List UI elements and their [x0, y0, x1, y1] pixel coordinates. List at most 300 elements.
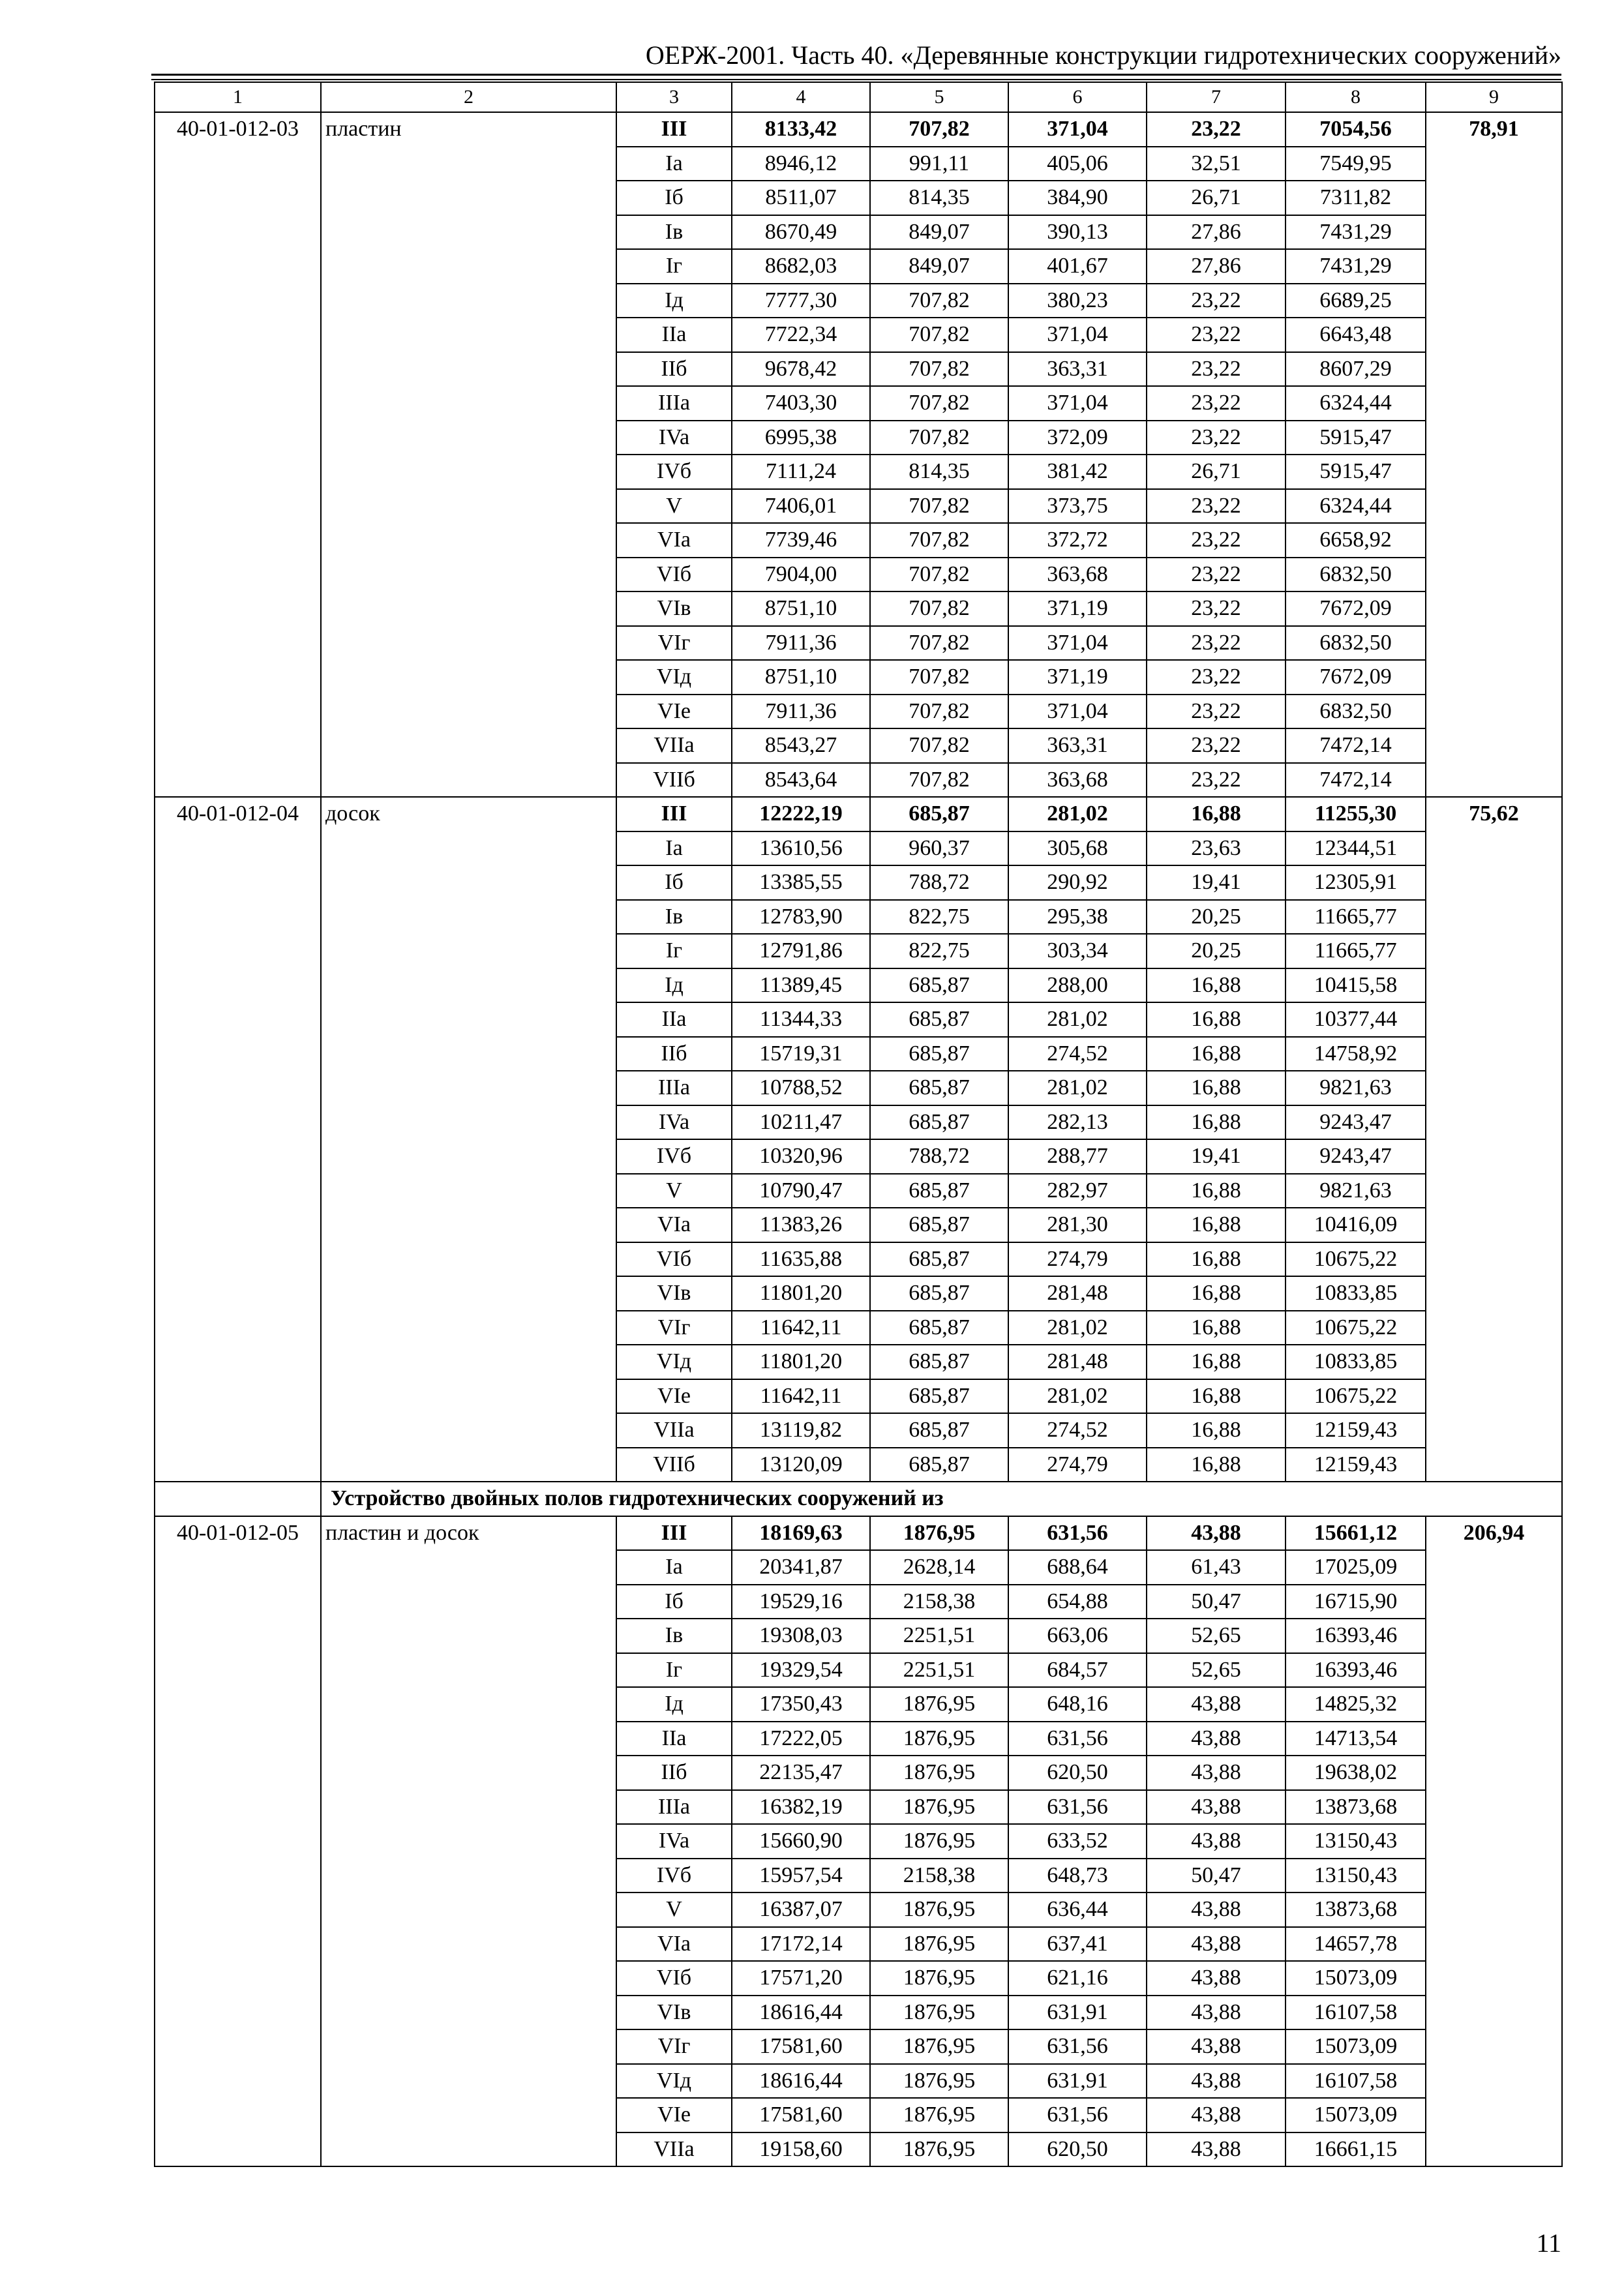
value-cell: 43,88 — [1147, 1927, 1286, 1962]
value-cell: 13873,68 — [1286, 1790, 1426, 1825]
value-cell: 16,88 — [1147, 1071, 1286, 1105]
value-cell: 8682,03 — [732, 249, 870, 284]
column-number: 2 — [321, 82, 616, 112]
zone-cell: VIa — [616, 1927, 732, 1962]
value-cell: 17222,05 — [732, 1722, 870, 1756]
value-cell: 707,82 — [870, 352, 1008, 387]
value-cell: 16382,19 — [732, 1790, 870, 1825]
value-cell: 16661,15 — [1286, 2132, 1426, 2167]
column-number: 4 — [732, 82, 870, 112]
zone-cell: Iб — [616, 181, 732, 215]
value-cell: 8751,10 — [732, 660, 870, 695]
value-cell: 7722,34 — [732, 318, 870, 352]
value-cell: 281,02 — [1008, 797, 1147, 831]
value-cell: 43,88 — [1147, 1996, 1286, 2030]
zone-cell: IIб — [616, 1756, 732, 1790]
value-cell: 288,00 — [1008, 968, 1147, 1003]
value-cell: 26,71 — [1147, 455, 1286, 489]
value-cell: 19329,54 — [732, 1653, 870, 1688]
zone-cell: Iб — [616, 1585, 732, 1619]
zone-cell: VIe — [616, 2098, 732, 2132]
zone-cell: VIIб — [616, 1448, 732, 1482]
zone-cell: IIб — [616, 1037, 732, 1071]
column-number-row — [155, 82, 1562, 112]
value-cell: 43,88 — [1147, 2098, 1286, 2132]
value-cell: 26,71 — [1147, 181, 1286, 215]
value-cell: 281,02 — [1008, 1311, 1147, 1345]
zone-cell: VIв — [616, 1276, 732, 1311]
value-cell: 7904,00 — [732, 558, 870, 592]
value-cell: 1876,95 — [870, 1516, 1008, 1551]
value-cell: 1876,95 — [870, 1961, 1008, 1996]
value-cell: 12305,91 — [1286, 865, 1426, 900]
value-cell: 11383,26 — [732, 1208, 870, 1242]
value-cell: 281,30 — [1008, 1208, 1147, 1242]
value-cell: 15661,12 — [1286, 1516, 1426, 1551]
value-cell: 13150,43 — [1286, 1824, 1426, 1859]
value-cell: 8543,64 — [732, 763, 870, 798]
value-cell: 636,44 — [1008, 1893, 1147, 1927]
total-cell: 206,94 — [1426, 1516, 1562, 2167]
zone-cell: IVa — [616, 421, 732, 455]
value-cell: 52,65 — [1147, 1653, 1286, 1688]
section-title: Устройство двойных полов гидротехнических сооружений из — [321, 1482, 1562, 1516]
value-cell: 6995,38 — [732, 421, 870, 455]
value-cell: 1876,95 — [870, 2098, 1008, 2132]
column-number: 1 — [155, 82, 321, 112]
value-cell: 10675,22 — [1286, 1311, 1426, 1345]
value-cell: 5915,47 — [1286, 455, 1426, 489]
value-cell: 685,87 — [870, 1413, 1008, 1448]
value-cell: 12222,19 — [732, 797, 870, 831]
value-cell: 631,91 — [1008, 1996, 1147, 2030]
zone-cell: IIIa — [616, 1071, 732, 1105]
value-cell: 654,88 — [1008, 1585, 1147, 1619]
value-cell: 16,88 — [1147, 1002, 1286, 1037]
value-cell: 17172,14 — [732, 1927, 870, 1962]
name-cell: пластин и досок — [321, 1516, 616, 2167]
value-cell: 1876,95 — [870, 1893, 1008, 1927]
zone-cell: VIe — [616, 695, 732, 729]
zone-cell: III — [616, 112, 732, 147]
value-cell: 52,65 — [1147, 1619, 1286, 1653]
value-cell: 631,56 — [1008, 1722, 1147, 1756]
value-cell: 788,72 — [870, 1139, 1008, 1174]
value-cell: 363,68 — [1008, 558, 1147, 592]
value-cell: 8511,07 — [732, 181, 870, 215]
value-cell: 7549,95 — [1286, 147, 1426, 181]
name-cell: досок — [321, 797, 616, 1482]
value-cell: 707,82 — [870, 728, 1008, 763]
value-cell: 6832,50 — [1286, 695, 1426, 729]
value-cell: 23,22 — [1147, 626, 1286, 661]
value-cell: 295,38 — [1008, 900, 1147, 935]
value-cell: 7672,09 — [1286, 660, 1426, 695]
value-cell: 1876,95 — [870, 1790, 1008, 1825]
value-cell: 637,41 — [1008, 1927, 1147, 1962]
value-cell: 648,16 — [1008, 1687, 1147, 1722]
value-cell: 2158,38 — [870, 1859, 1008, 1893]
value-cell: 381,42 — [1008, 455, 1147, 489]
value-cell: 10788,52 — [732, 1071, 870, 1105]
value-cell: 16,88 — [1147, 1208, 1286, 1242]
value-cell: 8607,29 — [1286, 352, 1426, 387]
value-cell: 22135,47 — [732, 1756, 870, 1790]
value-cell: 281,48 — [1008, 1345, 1147, 1379]
zone-cell: VIг — [616, 2029, 732, 2064]
value-cell: 32,51 — [1147, 147, 1286, 181]
zone-cell: Iв — [616, 215, 732, 250]
zone-cell: V — [616, 489, 732, 524]
value-cell: 401,67 — [1008, 249, 1147, 284]
value-cell: 16,88 — [1147, 797, 1286, 831]
zone-cell: IVб — [616, 1139, 732, 1174]
value-cell: 685,87 — [870, 1276, 1008, 1311]
name-cell: пластин — [321, 112, 616, 797]
value-cell: 281,02 — [1008, 1379, 1147, 1414]
value-cell: 6689,25 — [1286, 284, 1426, 318]
value-cell: 43,88 — [1147, 2132, 1286, 2167]
value-cell: 390,13 — [1008, 215, 1147, 250]
value-cell: 12783,90 — [732, 900, 870, 935]
value-cell: 11642,11 — [732, 1379, 870, 1414]
value-cell: 685,87 — [870, 1208, 1008, 1242]
value-cell: 19529,16 — [732, 1585, 870, 1619]
value-cell: 1876,95 — [870, 2064, 1008, 2099]
code-cell: 40-01-012-05 — [155, 1516, 321, 2167]
value-cell: 23,22 — [1147, 352, 1286, 387]
value-cell: 43,88 — [1147, 1756, 1286, 1790]
zone-cell: IIIa — [616, 386, 732, 421]
zone-cell: Iд — [616, 968, 732, 1003]
value-cell: 9821,63 — [1286, 1071, 1426, 1105]
value-cell: 16387,07 — [732, 1893, 870, 1927]
value-cell: 11255,30 — [1286, 797, 1426, 831]
column-number: 3 — [616, 82, 732, 112]
value-cell: 11665,77 — [1286, 934, 1426, 968]
value-cell: 631,56 — [1008, 1790, 1147, 1825]
value-cell: 10675,22 — [1286, 1379, 1426, 1414]
total-cell: 78,91 — [1426, 112, 1562, 797]
value-cell: 707,82 — [870, 523, 1008, 558]
value-cell: 16,88 — [1147, 1379, 1286, 1414]
value-cell: 707,82 — [870, 591, 1008, 626]
column-number: 8 — [1286, 82, 1426, 112]
value-cell: 10415,58 — [1286, 968, 1426, 1003]
value-cell: 10675,22 — [1286, 1242, 1426, 1277]
value-cell: 685,87 — [870, 1002, 1008, 1037]
value-cell: 12791,86 — [732, 934, 870, 968]
value-cell: 631,56 — [1008, 1516, 1147, 1551]
column-number: 5 — [870, 82, 1008, 112]
value-cell: 10790,47 — [732, 1174, 870, 1208]
value-cell: 684,57 — [1008, 1653, 1147, 1688]
value-cell: 303,34 — [1008, 934, 1147, 968]
total-cell: 75,62 — [1426, 797, 1562, 1482]
value-cell: 17571,20 — [732, 1961, 870, 1996]
zone-cell: Iг — [616, 934, 732, 968]
value-cell: 17581,60 — [732, 2098, 870, 2132]
value-cell: 1876,95 — [870, 2132, 1008, 2167]
value-cell: 363,31 — [1008, 352, 1147, 387]
value-cell: 16,88 — [1147, 1037, 1286, 1071]
zone-cell: VIIa — [616, 728, 732, 763]
zone-cell: VIIa — [616, 2132, 732, 2167]
zone-cell: IIa — [616, 318, 732, 352]
value-cell: 631,91 — [1008, 2064, 1147, 2099]
value-cell: 16,88 — [1147, 1174, 1286, 1208]
zone-cell: IVa — [616, 1105, 732, 1140]
value-cell: 16,88 — [1147, 1276, 1286, 1311]
value-cell: 707,82 — [870, 284, 1008, 318]
value-cell: 8670,49 — [732, 215, 870, 250]
value-cell: 16,88 — [1147, 1413, 1286, 1448]
value-cell: 7472,14 — [1286, 763, 1426, 798]
section-row — [155, 1482, 1562, 1516]
zone-cell: VIe — [616, 1379, 732, 1414]
value-cell: 13873,68 — [1286, 1893, 1426, 1927]
zone-cell: Iг — [616, 249, 732, 284]
value-cell: 371,04 — [1008, 386, 1147, 421]
value-cell: 15073,09 — [1286, 1961, 1426, 1996]
value-cell: 19308,03 — [732, 1619, 870, 1653]
zone-cell: VIIб — [616, 763, 732, 798]
value-cell: 43,88 — [1147, 1516, 1286, 1551]
value-cell: 43,88 — [1147, 2064, 1286, 2099]
value-cell: 43,88 — [1147, 1722, 1286, 1756]
zone-cell: Iд — [616, 284, 732, 318]
value-cell: 707,82 — [870, 489, 1008, 524]
value-cell: 707,82 — [870, 386, 1008, 421]
value-cell: 620,50 — [1008, 1756, 1147, 1790]
value-cell: 371,04 — [1008, 626, 1147, 661]
table-row — [155, 112, 1562, 147]
value-cell: 19158,60 — [732, 2132, 870, 2167]
zone-cell: VIб — [616, 1242, 732, 1277]
value-cell: 6832,50 — [1286, 558, 1426, 592]
column-number: 9 — [1426, 82, 1562, 112]
value-cell: 11801,20 — [732, 1345, 870, 1379]
table-row — [155, 1516, 1562, 1551]
value-cell: 11635,88 — [732, 1242, 870, 1277]
value-cell: 20,25 — [1147, 934, 1286, 968]
value-cell: 13610,56 — [732, 831, 870, 866]
zone-cell: VIв — [616, 1996, 732, 2030]
value-cell: 707,82 — [870, 695, 1008, 729]
value-cell: 17350,43 — [732, 1687, 870, 1722]
value-cell: 7406,01 — [732, 489, 870, 524]
value-cell: 371,19 — [1008, 660, 1147, 695]
value-cell: 7777,30 — [732, 284, 870, 318]
value-cell: 23,22 — [1147, 728, 1286, 763]
zone-cell: V — [616, 1893, 732, 1927]
value-cell: 11642,11 — [732, 1311, 870, 1345]
value-cell: 8543,27 — [732, 728, 870, 763]
zone-cell: VIIa — [616, 1413, 732, 1448]
value-cell: 11801,20 — [732, 1276, 870, 1311]
zone-cell: Iв — [616, 1619, 732, 1653]
value-cell: 6658,92 — [1286, 523, 1426, 558]
value-cell: 1876,95 — [870, 1722, 1008, 1756]
zone-cell: III — [616, 1516, 732, 1551]
value-cell: 6832,50 — [1286, 626, 1426, 661]
value-cell: 17581,60 — [732, 2029, 870, 2064]
value-cell: 20341,87 — [732, 1550, 870, 1585]
value-cell: 281,02 — [1008, 1071, 1147, 1105]
value-cell: 23,22 — [1147, 523, 1286, 558]
zone-cell: VIб — [616, 1961, 732, 1996]
value-cell: 281,02 — [1008, 1002, 1147, 1037]
value-cell: 10320,96 — [732, 1139, 870, 1174]
value-cell: 10833,85 — [1286, 1345, 1426, 1379]
value-cell: 380,23 — [1008, 284, 1147, 318]
value-cell: 8751,10 — [732, 591, 870, 626]
value-cell: 621,16 — [1008, 1961, 1147, 1996]
value-cell: 822,75 — [870, 934, 1008, 968]
zone-cell: III — [616, 797, 732, 831]
value-cell: 2251,51 — [870, 1653, 1008, 1688]
value-cell: 7403,30 — [732, 386, 870, 421]
value-cell: 685,87 — [870, 1379, 1008, 1414]
value-cell: 23,22 — [1147, 112, 1286, 147]
value-cell: 685,87 — [870, 1037, 1008, 1071]
value-cell: 10377,44 — [1286, 1002, 1426, 1037]
zone-cell: Iб — [616, 865, 732, 900]
zone-cell: Ia — [616, 1550, 732, 1585]
value-cell: 685,87 — [870, 968, 1008, 1003]
value-cell: 305,68 — [1008, 831, 1147, 866]
value-cell: 6324,44 — [1286, 386, 1426, 421]
value-cell: 7472,14 — [1286, 728, 1426, 763]
value-cell: 23,22 — [1147, 489, 1286, 524]
zone-cell: Ia — [616, 147, 732, 181]
value-cell: 14758,92 — [1286, 1037, 1426, 1071]
value-cell: 2251,51 — [870, 1619, 1008, 1653]
zone-cell: IIIa — [616, 1790, 732, 1825]
value-cell: 1876,95 — [870, 1756, 1008, 1790]
value-cell: 23,63 — [1147, 831, 1286, 866]
zone-cell: Iв — [616, 900, 732, 935]
value-cell: 2628,14 — [870, 1550, 1008, 1585]
value-cell: 13120,09 — [732, 1448, 870, 1482]
value-cell: 405,06 — [1008, 147, 1147, 181]
value-cell: 274,52 — [1008, 1037, 1147, 1071]
value-cell: 685,87 — [870, 1242, 1008, 1277]
value-cell: 363,31 — [1008, 728, 1147, 763]
value-cell: 6324,44 — [1286, 489, 1426, 524]
value-cell: 282,13 — [1008, 1105, 1147, 1140]
value-cell: 814,35 — [870, 181, 1008, 215]
zone-cell: IIб — [616, 352, 732, 387]
value-cell: 1876,95 — [870, 2029, 1008, 2064]
value-cell: 9821,63 — [1286, 1174, 1426, 1208]
value-cell: 282,97 — [1008, 1174, 1147, 1208]
value-cell: 15957,54 — [732, 1859, 870, 1893]
value-cell: 1876,95 — [870, 1927, 1008, 1962]
value-cell: 1876,95 — [870, 1687, 1008, 1722]
value-cell: 707,82 — [870, 421, 1008, 455]
value-cell: 16393,46 — [1286, 1619, 1426, 1653]
value-cell: 16,88 — [1147, 968, 1286, 1003]
value-cell: 991,11 — [870, 147, 1008, 181]
value-cell: 822,75 — [870, 900, 1008, 935]
value-cell: 7739,46 — [732, 523, 870, 558]
value-cell: 274,79 — [1008, 1448, 1147, 1482]
value-cell: 707,82 — [870, 558, 1008, 592]
value-cell: 1876,95 — [870, 1996, 1008, 2030]
value-cell: 371,04 — [1008, 318, 1147, 352]
zone-cell: VIa — [616, 523, 732, 558]
value-cell: 50,47 — [1147, 1859, 1286, 1893]
value-cell: 281,48 — [1008, 1276, 1147, 1311]
value-cell: 43,88 — [1147, 1961, 1286, 1996]
value-cell: 23,22 — [1147, 318, 1286, 352]
value-cell: 7111,24 — [732, 455, 870, 489]
value-cell: 7311,82 — [1286, 181, 1426, 215]
value-cell: 12159,43 — [1286, 1413, 1426, 1448]
column-number: 6 — [1008, 82, 1147, 112]
value-cell: 19,41 — [1147, 1139, 1286, 1174]
zone-cell: IIa — [616, 1002, 732, 1037]
value-cell: 8133,42 — [732, 112, 870, 147]
value-cell: 384,90 — [1008, 181, 1147, 215]
value-cell: 20,25 — [1147, 900, 1286, 935]
zone-cell: VIa — [616, 1208, 732, 1242]
value-cell: 274,79 — [1008, 1242, 1147, 1277]
zone-cell: IVa — [616, 1824, 732, 1859]
value-cell: 685,87 — [870, 797, 1008, 831]
code-cell: 40-01-012-04 — [155, 797, 321, 1482]
value-cell: 43,88 — [1147, 1824, 1286, 1859]
price-table — [154, 82, 1563, 2167]
column-number: 7 — [1147, 82, 1286, 112]
value-cell: 288,77 — [1008, 1139, 1147, 1174]
value-cell: 631,56 — [1008, 2029, 1147, 2064]
value-cell: 274,52 — [1008, 1413, 1147, 1448]
zone-cell: V — [616, 1174, 732, 1208]
value-cell: 8946,12 — [732, 147, 870, 181]
value-cell: 15660,90 — [732, 1824, 870, 1859]
value-cell: 363,68 — [1008, 763, 1147, 798]
value-cell: 685,87 — [870, 1105, 1008, 1140]
value-cell: 685,87 — [870, 1345, 1008, 1379]
value-cell: 11344,33 — [732, 1002, 870, 1037]
value-cell: 23,22 — [1147, 591, 1286, 626]
value-cell: 620,50 — [1008, 2132, 1147, 2167]
header-rule-thin — [151, 79, 1561, 80]
value-cell: 2158,38 — [870, 1585, 1008, 1619]
value-cell: 16,88 — [1147, 1448, 1286, 1482]
value-cell: 707,82 — [870, 763, 1008, 798]
value-cell: 16393,46 — [1286, 1653, 1426, 1688]
page-header: ОЕРЖ-2001. Часть 40. «Деревянные конструкции гидротехнических сооружений» — [645, 40, 1561, 70]
value-cell: 9678,42 — [732, 352, 870, 387]
zone-cell: VIб — [616, 558, 732, 592]
value-cell: 11389,45 — [732, 968, 870, 1003]
value-cell: 7054,56 — [1286, 112, 1426, 147]
value-cell: 16,88 — [1147, 1311, 1286, 1345]
value-cell: 707,82 — [870, 112, 1008, 147]
value-cell: 43,88 — [1147, 1893, 1286, 1927]
value-cell: 7672,09 — [1286, 591, 1426, 626]
value-cell: 1876,95 — [870, 1824, 1008, 1859]
value-cell: 16107,58 — [1286, 1996, 1426, 2030]
value-cell: 61,43 — [1147, 1550, 1286, 1585]
value-cell: 707,82 — [870, 626, 1008, 661]
value-cell: 23,22 — [1147, 695, 1286, 729]
value-cell: 373,75 — [1008, 489, 1147, 524]
zone-cell: IVб — [616, 455, 732, 489]
